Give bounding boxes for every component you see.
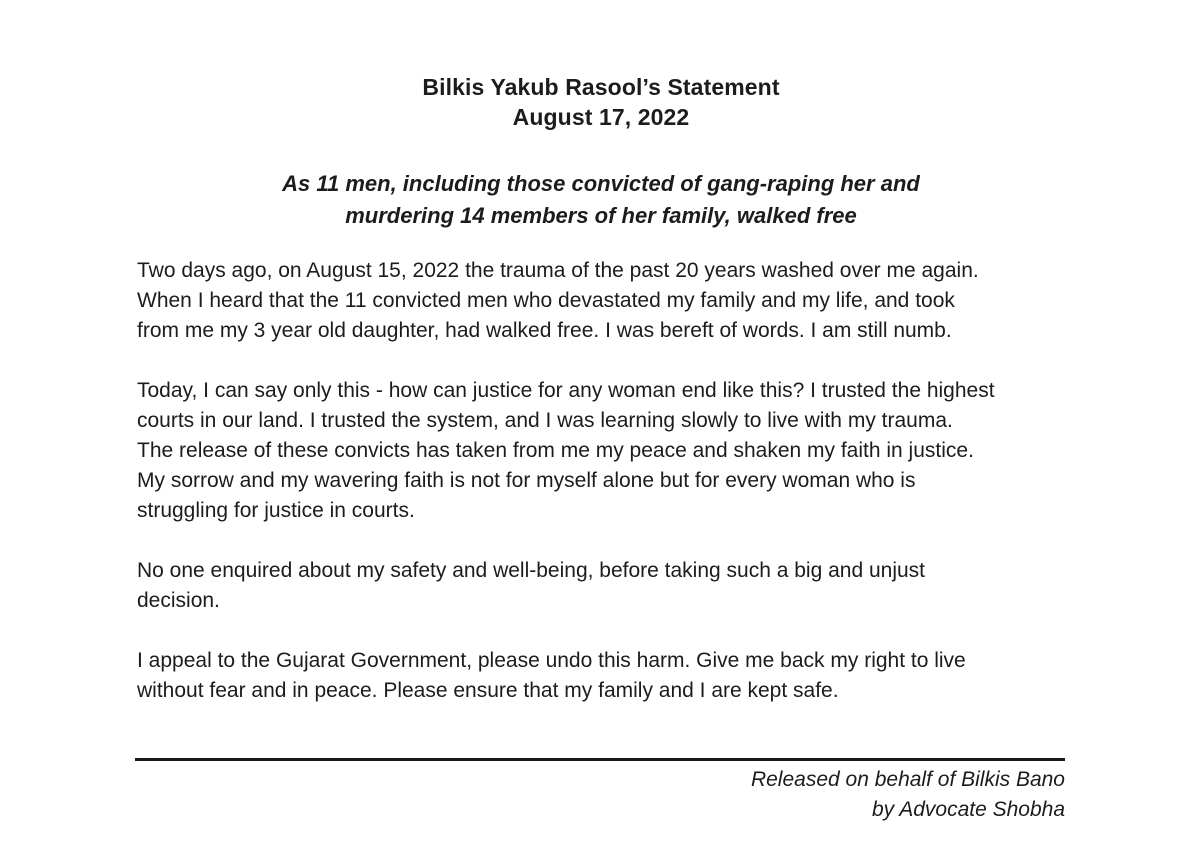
- signature-line: Released on behalf of Bilkis Bano: [750, 768, 1065, 791]
- text-line: No one enquired about my safety and well-being, before taking such a big and unjust: [137, 559, 926, 582]
- paragraph-2: [137, 376, 1065, 526]
- signature-block: [137, 765, 1065, 825]
- text-line: decision.: [137, 589, 220, 612]
- text-line: from me my 3 year old daughter, had walked free. I was bereft of words. I am still numb.: [137, 319, 952, 342]
- signature-divider: [135, 758, 1065, 761]
- subtitle-line: As 11 men, including those convicted of gang-raping her and: [282, 171, 920, 196]
- signature-line: by Advocate Shobha: [871, 798, 1065, 821]
- text-line: When I heard that the 11 convicted men who devastated my family and my life, and took: [137, 289, 955, 312]
- statement-body: [137, 256, 1065, 736]
- text-line: without fear and in peace. Please ensure that my family and I are kept safe.: [137, 679, 839, 702]
- text-line: I appeal to the Gujarat Government, please undo this harm. Give me back my right to live: [137, 649, 966, 672]
- text-line: Today, I can say only this - how can justice for any woman end like this? I trusted the highest: [137, 379, 995, 402]
- document-subtitle: [137, 168, 1065, 232]
- text-line: courts in our land. I trusted the system, and I was learning slowly to live with my trauma.: [137, 409, 953, 432]
- text-line: The release of these convicts has taken from me my peace and shaken my faith in justice.: [137, 439, 974, 462]
- paragraph-4: [137, 646, 1065, 706]
- text-line: Two days ago, on August 15, 2022 the trauma of the past 20 years washed over me again.: [137, 259, 979, 282]
- document-title: Bilkis Yakub Rasool’s Statement: [422, 74, 780, 100]
- subtitle-line: murdering 14 members of her family, walked free: [345, 203, 857, 228]
- paragraph-3: [137, 556, 1065, 616]
- text-line: struggling for justice in courts.: [137, 499, 415, 522]
- document-date: August 17, 2022: [512, 104, 690, 130]
- paragraph-1: [137, 256, 1065, 346]
- text-line: My sorrow and my wavering faith is not for myself alone but for every woman who is: [137, 469, 916, 492]
